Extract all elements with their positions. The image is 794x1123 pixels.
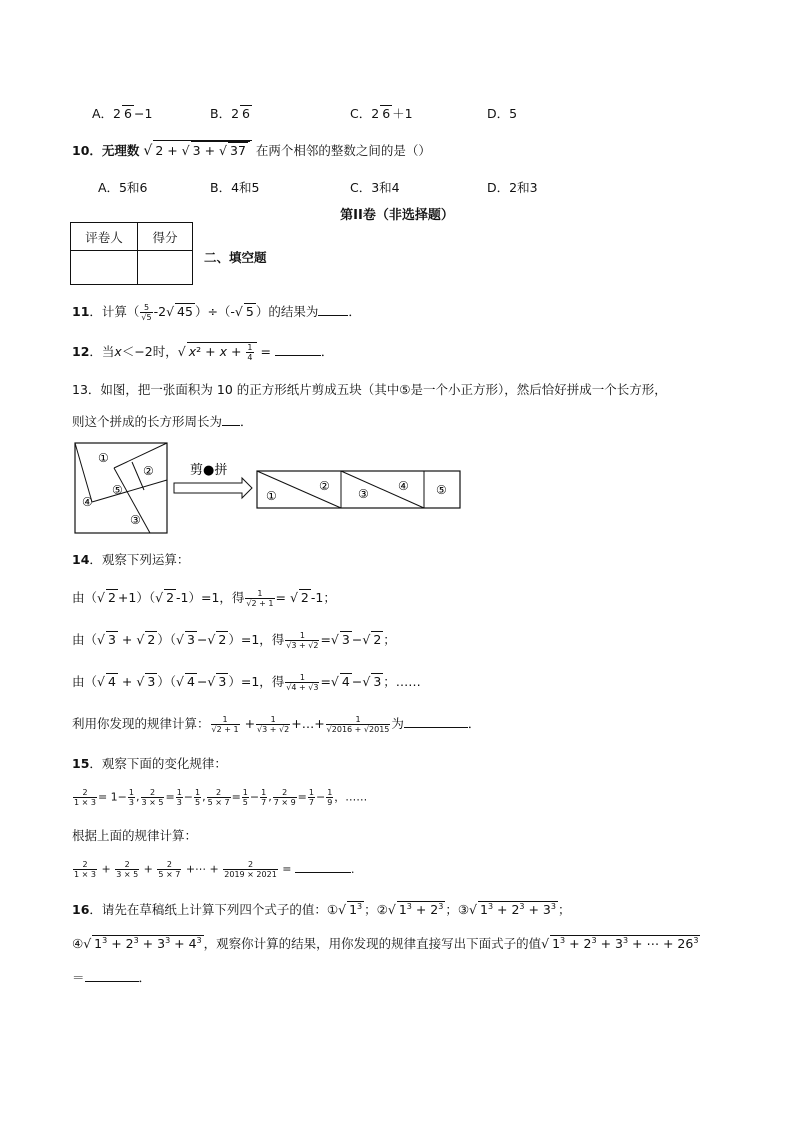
q13-line2: 则这个拼成的长方形周长为 ． [72, 414, 253, 429]
rect-piece-4: ④ [398, 479, 409, 493]
q16-line1: 16．请先在草稿纸上计算下列四个式子的值：①√ $1^3$ ；②√ $1^3 + 2^3$ ；③√ $1^3 + 2^3 + 3^3$ ； [72, 901, 571, 917]
q14-row3: 由（√ 4 + √ 3 ）（√ 4 −√ 3 ）=1，得 $\frac{1}{√4 + √3}$ =√ 4 −√ 3 ；…… [72, 673, 421, 692]
q14-title: 14．观察下列运算： [72, 552, 190, 567]
piece-3-label: ③ [130, 513, 141, 527]
rect-piece-2: ② [319, 479, 330, 493]
q9-option-b: B．2 6 [210, 106, 250, 121]
q13-line1: 13．如图，把一张面积为 10 的正方形纸片剪成五块（其中⑤是一个小正方形），然后恰好拼成一个长方形， [72, 382, 667, 397]
cut-line-2 [92, 480, 167, 502]
q10-option-b: B．4和5 [210, 180, 260, 195]
rect-piece-5: ⑤ [436, 483, 447, 497]
q15-ask: 根据上面的规律计算： [72, 828, 198, 843]
q10-option-a: A．5和6 [98, 180, 148, 195]
q10-option-d: D．2和3 [487, 180, 538, 195]
q14-row1: 由（√ 2 +1）（√ 2 -1）=1，得 $\frac{1}{√2 + 1}$ = √ 2 -1； [72, 589, 336, 608]
q16-line2: ④√ $1^3 + 2^3 + 3^3 + 4^3$ ，观察你计算的结果，用你发现的规律直接写出下面式子的值√ $1^3 + 2^3 + 3^3$ + ⋯ + $26^3$ [72, 935, 699, 951]
grader-label: 评卷人 [71, 223, 138, 251]
cut-line-1 [75, 443, 92, 502]
piece-5-label: ⑤ [112, 483, 123, 497]
q9-option-c: C．2 6 ＋1 [350, 106, 413, 121]
score-cell [138, 251, 193, 285]
rect-piece-1: ① [266, 489, 277, 503]
cut-line-3 [114, 443, 167, 468]
section-heading: 二、填空题 [204, 250, 267, 265]
q16-line3: ＝ ． [72, 970, 152, 985]
arrow-shape [174, 478, 252, 498]
q15-pattern: $\frac{2}{1 \times 3}$ = 1− $\frac{1}{3}$ , $\frac{2}{3 \times 5}$ = $\frac{1}{3}$ − $\frac{1}{5}$ , $\frac{2}{5 \times 7}$ = $\frac{1}{5}$ − $\frac{1}{7}$ , $\frac{2}{7 \times 9}$ = $\frac{1}{7}$ − $\frac{1}{9}$ ，…… [74, 788, 368, 807]
question-12: 12．当x＜−2时，√ x² + x + $\frac{1}{4}$ = ． [72, 343, 334, 362]
q15-ask-expr: $\frac{2}{1 \times 3}$ + $\frac{2}{3 \times 5}$ + $\frac{2}{5 \times 7}$ +⋯ + $\frac{2}{2019 \times 2021}$ = ． [74, 860, 363, 879]
question-11: 11．计算（ $\frac{5}{√5}$ -2√ 45 ）÷（-√ 5 ）的结果为 ． [72, 303, 361, 322]
section-title: 第II卷（非选择题） [340, 208, 454, 223]
arrow-label: 剪●拼 [190, 463, 228, 478]
q9-option-a: A．2 6 −1 [92, 106, 153, 121]
rect-diag-2 [341, 471, 424, 508]
q14-ask: 利用你发现的规律计算： $\frac{1}{√2 + 1}$ + $\frac{1}{√3 + √2}$ +…+ $\frac{1}{√2016 + √2015}$ 为 ． [72, 715, 481, 734]
q9-option-d: D．5 [487, 106, 518, 121]
q10-option-c: C．3和4 [350, 180, 400, 195]
rect-piece-3: ③ [358, 487, 369, 501]
score-table [70, 222, 193, 285]
q15-title: 15．观察下面的变化规律： [72, 756, 227, 771]
q10-tail: 在两个相邻的整数之间的是（） [255, 143, 431, 158]
q13-diagram [70, 440, 470, 536]
piece-2-label: ② [143, 464, 154, 478]
piece-1-label: ① [98, 451, 109, 465]
q10-number: 10．无理数 [72, 143, 140, 158]
q14-row2: 由（√ 3 + √ 2 ）（√ 3 −√ 2 ）=1，得 $\frac{1}{√3 + √2}$ =√ 3 −√ 2 ； [72, 631, 396, 650]
score-label: 得分 [138, 223, 193, 251]
piece-4-label: ④ [82, 495, 93, 509]
grader-cell [71, 251, 138, 285]
question-10: 10．无理数 √ 2 + √ 3 + √ 37 在两个相邻的整数之间的是（） [72, 140, 431, 159]
